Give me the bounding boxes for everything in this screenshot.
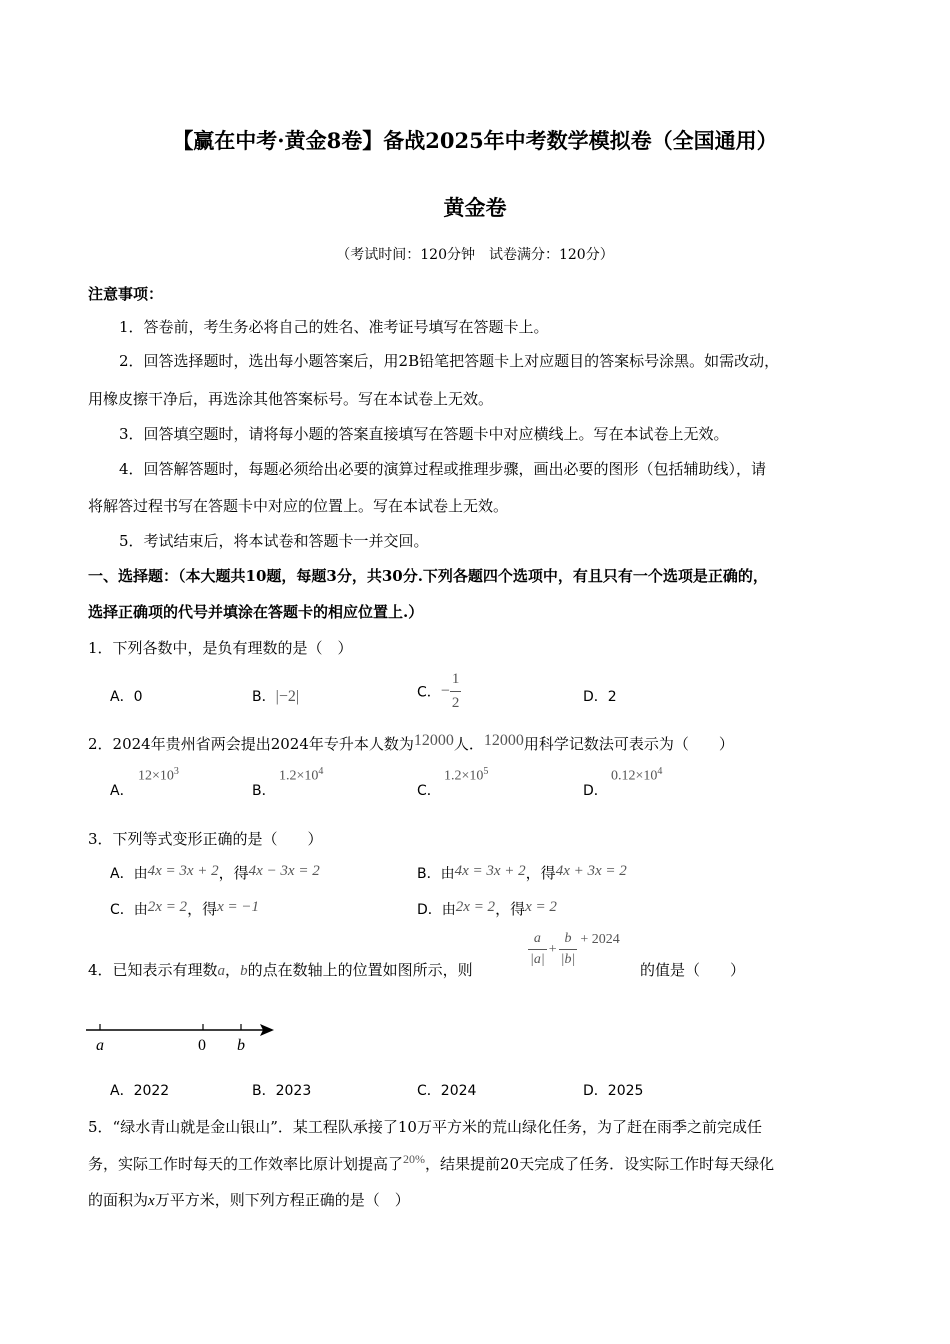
- q4-option-d-label: D．: [583, 1083, 608, 1099]
- q2-option-c-base: 1.2×10: [444, 768, 484, 784]
- q2-option-a-exponent: 3: [173, 766, 179, 777]
- q5-line-1: 5．“绿水青山就是金山银山”．某工程队承接了10万平方米的荒山绿化任务，为了赶在雨季之前完成任: [88, 1118, 762, 1136]
- q3-option-b-label: B．由: [417, 866, 455, 882]
- q4-option-d: [583, 1080, 643, 1100]
- q3-option-d: [417, 898, 557, 919]
- q1-option-a: [110, 686, 143, 706]
- q1-option-c-numerator: 1: [450, 672, 462, 692]
- q4-option-c: [417, 1080, 476, 1100]
- note-item-2-line-2: 用橡皮擦干净后，再选涂其他答案标号。写在本试卷上无效。: [88, 390, 494, 408]
- q4-option-c-label: C．: [417, 1083, 441, 1099]
- q2-option-c-exponent: 5: [483, 766, 489, 777]
- q1-option-c-fraction: [450, 672, 462, 711]
- q3-option-b: [417, 862, 627, 883]
- q2-stem: [88, 733, 734, 754]
- q4-option-b-label: B．: [252, 1083, 276, 1099]
- note-item-4-line-1: 4．回答解答题时，每题必须给出必要的演算过程或推理步骤，画出必要的图形（包括辅助线），请: [119, 460, 767, 478]
- q1-option-c-sign: −: [440, 682, 450, 700]
- q2-stem-part-3: 用科学记数法可表示为（ ）: [523, 735, 734, 753]
- q1-option-b: [252, 686, 299, 706]
- q5-line-2: [88, 1153, 774, 1174]
- q3-option-a: [110, 862, 320, 883]
- q3-option-c: [110, 898, 259, 919]
- q5-line-3: [88, 1189, 410, 1210]
- note-item-5: 5．考试结束后，将本试卷和答题卡一并交回。: [119, 532, 429, 550]
- q2-option-a-label: A．: [110, 783, 134, 799]
- q3-option-b-eq1: 4x = 3x + 2: [454, 863, 526, 879]
- q1-option-a-label: A．: [110, 689, 134, 705]
- number-line: [84, 1018, 284, 1058]
- q1-option-d: [583, 686, 617, 706]
- q4-var-a: a: [217, 963, 226, 979]
- q2-option-b-label: B．: [252, 783, 276, 799]
- q2-option-c-value: [444, 766, 488, 785]
- q3-option-b-eq2: 4x + 3x = 2: [555, 863, 627, 879]
- q3-stem: 3．下列等式变形正确的是（ ）: [88, 830, 323, 848]
- q2-option-d-exponent: 4: [657, 766, 663, 777]
- q5-line-2-part-2: ，结果提前20天完成了任务．设实际工作时每天绿化: [425, 1155, 775, 1173]
- exam-info: （考试时间：120分钟 试卷满分：120分）: [336, 247, 614, 263]
- q3-option-d-label: D．由: [417, 902, 456, 918]
- note-item-1: 1．答卷前，考生务必将自己的姓名、准考证号填写在答题卡上。: [119, 318, 549, 336]
- q1-option-c-label: C．: [417, 684, 441, 701]
- q1-option-d-label: D．: [583, 689, 608, 705]
- axis-label-b: b: [237, 1037, 245, 1054]
- section-1-title: 一、选择题：: [88, 567, 179, 585]
- q3-option-d-mid: ，得: [495, 900, 526, 918]
- q3-option-c-eq2: x = −1: [217, 899, 259, 915]
- q3-option-c-mid: ，得: [187, 900, 218, 918]
- q4-option-a-label: A．: [110, 1083, 134, 1099]
- q1-option-d-value: 2: [607, 689, 617, 705]
- q3-option-a-eq2: 4x − 3x = 2: [248, 863, 320, 879]
- q4-fraction-b-numerator: b: [559, 932, 578, 950]
- q4-plus-1: +: [548, 941, 557, 957]
- q4-option-d-value: 2025: [607, 1083, 644, 1099]
- page-title: 【赢在中考·黄金8卷】备战2025年中考数学模拟卷（全国通用）: [172, 128, 778, 153]
- q3-option-c-label: C．由: [110, 902, 148, 918]
- q3-option-a-label: A．由: [110, 866, 148, 882]
- q5-percent: 20%: [403, 1152, 426, 1166]
- note-item-2-line-1: 2．回答选择题时，选出每小题答案后，用2B铅笔把答题卡上对应题目的答案标号涂黑。如需改动，: [119, 352, 780, 370]
- q4-fraction-a-numerator: a: [528, 932, 547, 950]
- q2-number-1: 12000: [413, 732, 454, 749]
- q2-stem-part-2: 人．: [453, 735, 484, 753]
- axis-label-a: a: [96, 1037, 104, 1054]
- q4-plus-2024: + 2024: [580, 932, 620, 947]
- section-1-desc-line-1: （本大题共10题，每题3分，共30分.下列各题四个选项中，有且只有一个选项是正确的，: [178, 567, 768, 585]
- q4-option-b-value: 2023: [275, 1083, 312, 1099]
- q4-fraction-a: [528, 932, 547, 967]
- q3-option-a-mid: ，得: [218, 864, 249, 882]
- q4-stem-left: [88, 959, 473, 980]
- q5-line-3-part-2: 万平方米，则下列方程正确的是（ ）: [154, 1191, 410, 1209]
- section-1-heading: [88, 565, 768, 586]
- q2-option-d-base: 0.12×10: [611, 768, 658, 784]
- q2-option-d-label: D．: [583, 783, 608, 799]
- q2-option-d-value: [611, 766, 662, 785]
- q4-option-a: [110, 1080, 169, 1100]
- q4-option-b: [252, 1080, 311, 1100]
- q2-option-b-base: 1.2×10: [279, 768, 319, 784]
- q1-option-c-denominator: 2: [451, 695, 460, 711]
- q4-stem-part-1: 4．已知表示有理数: [88, 961, 218, 979]
- paper-subtitle: 黄金卷: [443, 195, 507, 220]
- q4-option-c-value: 2024: [440, 1083, 477, 1099]
- notes-heading: 注意事项：: [88, 285, 164, 303]
- q4-comma: ，: [225, 961, 241, 979]
- q2-option-a-value: [138, 766, 179, 785]
- q3-option-c-eq1: 2x = 2: [147, 899, 188, 915]
- q4-option-a-value: 2022: [133, 1083, 170, 1099]
- q5-line-2-part-1: 务，实际工作时每天的工作效率比原计划提高了: [88, 1155, 404, 1173]
- q1-option-b-value: |−2|: [275, 688, 300, 705]
- q4-stem-part-2: 的点在数轴上的位置如图所示，则: [247, 961, 473, 979]
- q3-option-d-eq2: x = 2: [525, 899, 557, 915]
- q5-line-3-part-1: 的面积为: [88, 1191, 149, 1209]
- q2-option-b-exponent: 4: [318, 766, 324, 777]
- q2-option-c-label: C．: [417, 783, 441, 799]
- q3-option-a-eq1: 4x = 3x + 2: [147, 863, 219, 879]
- q1-stem: 1．下列各数中，是负有理数的是（ ）: [88, 639, 353, 657]
- q2-option-b-value: [279, 766, 323, 785]
- q4-fraction-b-denominator: |b|: [560, 952, 576, 967]
- q4-fraction-a-denominator: |a|: [530, 952, 545, 967]
- q1-option-a-value: 0: [133, 689, 143, 705]
- note-item-4-line-2: 将解答过程书写在答题卡中对应的位置上。写在本试卷上无效。: [88, 497, 509, 515]
- section-1-desc-line-2: 选择正确项的代号并填涂在答题卡的相应位置上.）: [88, 603, 424, 621]
- q2-option-a-base: 12×10: [138, 768, 174, 784]
- q3-option-b-mid: ，得: [525, 864, 556, 882]
- q4-stem-tail: 的值是（ ）: [640, 961, 746, 979]
- q4-fraction-b: [559, 932, 578, 967]
- q2-stem-part-1: 2．2024年贵州省两会提出2024年专升本人数为: [88, 735, 414, 753]
- q5-var-x: x: [148, 1193, 155, 1209]
- q3-option-d-eq1: 2x = 2: [455, 899, 496, 915]
- axis-label-0: 0: [198, 1037, 206, 1054]
- q2-number-2: 12000: [483, 732, 524, 749]
- q1-option-c: [417, 672, 461, 711]
- q4-expression: [528, 932, 620, 967]
- q1-option-b-label: B．: [252, 689, 276, 705]
- q4-var-b: b: [240, 963, 248, 979]
- note-item-3: 3．回答填空题时，请将每小题的答案直接填写在答题卡中对应横线上。写在本试卷上无效。: [119, 425, 729, 443]
